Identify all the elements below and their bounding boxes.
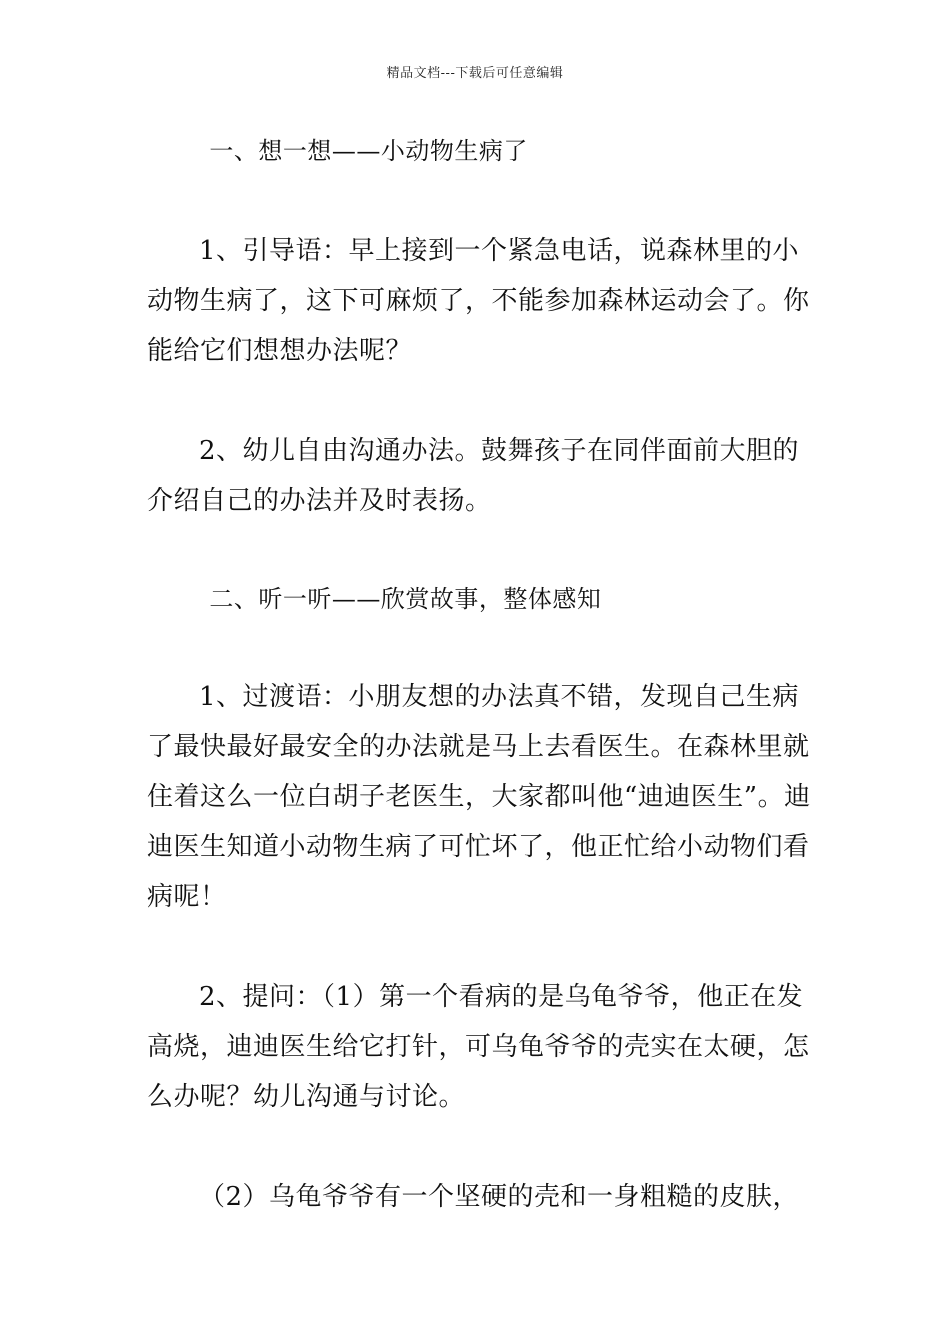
document-body bbox=[147, 128, 812, 1222]
section-2-title: 二、听一听——欣赏故事，整体感知 bbox=[209, 585, 602, 613]
paragraph-1: 1、引导语：早上接到一个紧急电话，说森林里的小动物生病了，这下可麻烦了，不能参加森林运动会了。你能给它们想想办法呢？ bbox=[147, 236, 810, 366]
paragraph-4: 2、提问：（1）第一个看病的是乌龟爷爷，他正在发高烧，迪迪医生给它打针，可乌龟爷爷的壳实在太硬，怎么办呢？幼儿沟通与讨论。 bbox=[147, 982, 810, 1112]
section-1-title: 一、想一想——小动物生病了 bbox=[209, 137, 528, 165]
paragraph-3: 1、过渡语：小朋友想的办法真不错，发现自己生病了最快最好最安全的办法就是马上去看医生。在森林里就住着这么一位白胡子老医生，大家都叫他“迪迪医生”。迪迪医生知道小动物生病了可忙坏了，他正忙给小动物们看病呢！ bbox=[147, 682, 811, 912]
paragraph-2: 2、幼儿自由沟通办法。鼓舞孩子在同伴面前大胆的介绍自己的办法并及时表扬。 bbox=[147, 436, 800, 516]
paragraph-5: （2）乌龟爷爷有一个坚硬的壳和一身粗糙的皮肤， bbox=[199, 1182, 800, 1212]
page-header: 精品文档---下载后可任意编辑 bbox=[386, 66, 564, 81]
